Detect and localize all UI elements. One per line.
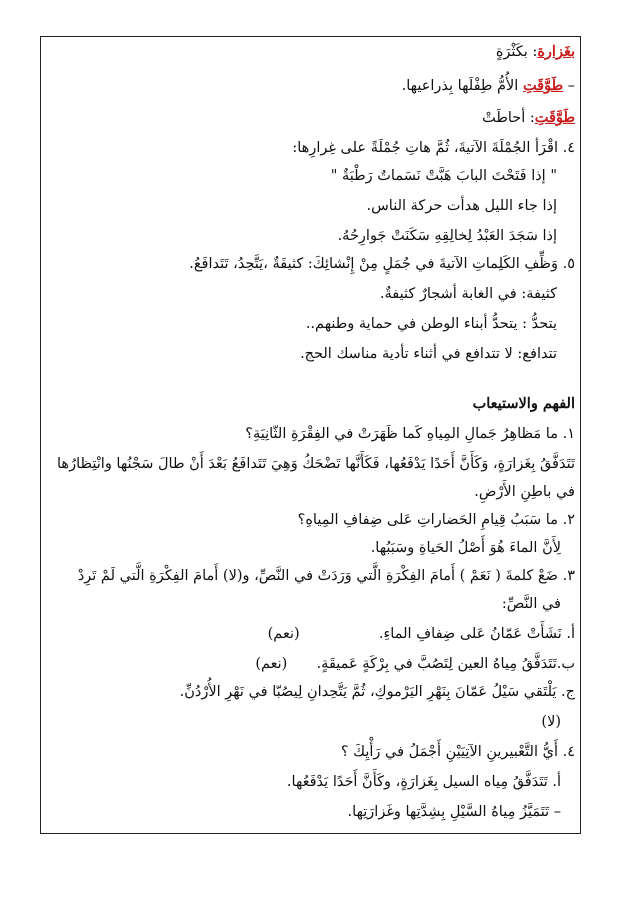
question-4-quote: " إذا فَتَحْتَ البابَ هَبَّتْ نَسَماتٌ رَطْبَةٌ " xyxy=(330,168,557,184)
comp-q3-prompt-b: في النَّصِّ: xyxy=(501,596,561,612)
vocab-word: طَوَّقَتِ xyxy=(522,77,564,94)
comp-q4-prompt: ٤. أَيُّ التَّعْبيرينِ الآتِيَيْنِ أَجْمَلُ في رَأْيِكَ ؟ xyxy=(340,744,575,760)
question-4-prompt: ٤. اقْرَأ الجُمْلَةَ الآتيةَ، ثُمَّ هاتِ جُمْلَةً على غِرارِها: xyxy=(292,140,575,156)
vocab-word: طَوَّقَتِ xyxy=(534,109,575,126)
comp-q3-item-b xyxy=(48,654,575,674)
comp-q1-answer-b: في باطِنِ الأَرْضِ. xyxy=(474,484,575,500)
dash: – xyxy=(563,78,575,94)
item-answer: (نعم) xyxy=(267,626,300,642)
vocab-ghazara xyxy=(48,42,575,62)
comp-q2-answer: لِأَنَّ الماءَ هُوَ أَصْلُ الحَياةِ وسَبَبُها. xyxy=(370,540,561,556)
comp-q3-prompt-a: ٣. ضَعْ كلمةَ ( نَعَمْ ) أَمامَ الفِكْرَةِ الَّتي وَرَدَتْ في النَّصِّ، و(لا) أَمامَ الفِكْرَةِ الَّتي لَمْ تَرِدْ xyxy=(77,568,575,584)
comp-q3-item-c: ج. يَلْتَقي سَيْلُ عَمّانَ بِنَهْرِ اليَرْموكِ، ثُمَّ يَتَّحِدانِ لِيصُبّا في نَهْرِ الأُرْدُنِّ. xyxy=(179,684,575,700)
comp-q2-prompt: ٢. ما سَبَبُ قِيامِ الحَضاراتِ عَلى ضِفافِ المِياهِ؟ xyxy=(297,512,575,528)
question-4-answer-2: إذا سَجَدَ العَبْدُ لِخالِقِهِ سَكَنَتْ جَوارِحُهُ. xyxy=(337,228,557,244)
vocab-meaning: : بكَثْرَةٍ xyxy=(495,44,538,60)
section-title: الفهم والاستيعاب xyxy=(472,395,575,412)
comp-q1-prompt: ١. ما مَظاهِرُ جَمالِ المِياهِ كَما ظَهَرَتْ في الفِقْرَةِ الثّانِيَةِ؟ xyxy=(245,426,575,442)
item-text: أ. نَشَأَتْ عَمّانُ عَلى ضِفافِ الماءِ. xyxy=(378,626,575,642)
vocab-example-text: الأُمُّ طِفْلَها بِذراعيها. xyxy=(401,78,523,94)
question-5-prompt: ٥. وَظِّفِ الكَلِماتِ الآتيةَ في جُمَلٍ مِنْ إِنْشائِكَ: كثيفَةٌ ،يَتَّحِدُ، تَتَدافَعُ. xyxy=(189,256,575,272)
item-answer: (نعم) xyxy=(255,656,288,672)
vocab-example xyxy=(48,76,575,96)
question-4-answer-1: إذا جاء الليل هدأت حركة الناس. xyxy=(366,198,557,214)
worksheet-page xyxy=(48,42,575,832)
question-5-line-1: كثيفة: في الغابة أشجارٌ كثيفةٌ. xyxy=(379,286,557,302)
item-text: ب.تَتَدَفَّقُ مِياهُ العين لِتَصُبَّ في بِرْكَةٍ عَميقَةٍ. xyxy=(316,656,575,672)
comp-q1-answer-a: تَتَدَفَّقُ بِغَزارَةٍ، وَكَأَنَّ أَحَدًا يَدْفَعُها، فَكَأَنَّها تَضْحَكُ وَهِيَ تَتَدافَعُ بَعْدَ أَنْ طالَ سَجْنُها وانْتِظارُها xyxy=(57,456,575,472)
vocab-tawwaqat xyxy=(48,108,575,128)
comp-q4-option-b: – تَتَمَيَّزُ مِياهُ السَّيْلِ بِشِدَّتِها وغَزارَتِها. xyxy=(347,804,561,820)
question-5-line-2: يتحدُّ : يتحدُّ أبناء الوطن في حماية وطنهم.. xyxy=(305,316,557,332)
vocab-word: بغَزارة xyxy=(537,43,575,60)
vocab-meaning: : أحاطَتْ xyxy=(482,110,535,126)
comp-q3-item-a xyxy=(48,624,575,644)
comp-q4-option-a: أ. تَتَدَفَّقُ مِياه السيل بِغَزارَةٍ، وكَأَنَّ أَحَدًا يَدْفَعُها. xyxy=(286,774,561,790)
question-5-line-3: تتدافع: لا تتدافع في أثناء تأدية مناسك الحج. xyxy=(300,346,557,362)
comp-q3-item-c-answer: (لا) xyxy=(541,714,561,730)
